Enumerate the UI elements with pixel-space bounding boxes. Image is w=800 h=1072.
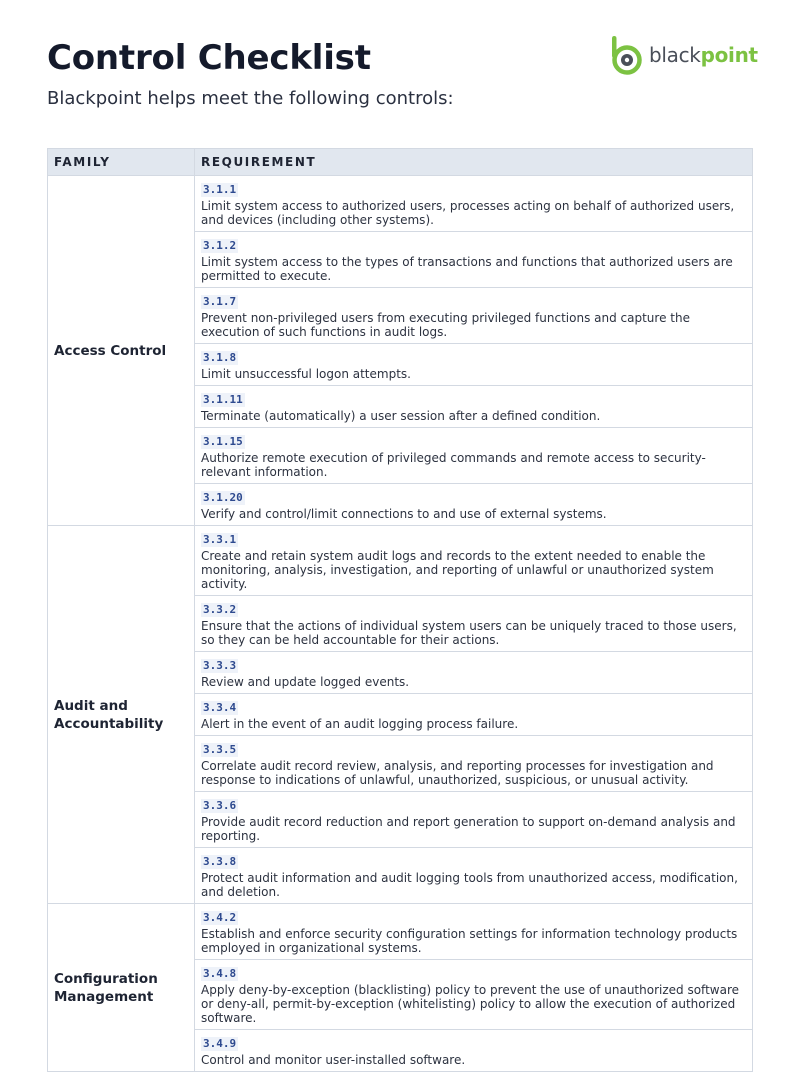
requirement-code: 3.1.8: [203, 351, 237, 364]
requirement-cell: [195, 792, 753, 848]
requirement-cell: [195, 232, 753, 288]
requirement-text: Apply deny-by-exception (blacklisting) policy to prevent the use of unauthorized software or deny-all, permit-by-exception (whitelisting) policy to allow the execution of authorized software.: [201, 983, 739, 1025]
table-body: [48, 176, 753, 1072]
requirement-cell: [195, 694, 753, 736]
requirement-text: Limit system access to the types of transactions and functions that authorized users are permitted to execute.: [201, 255, 733, 283]
requirement-code: 3.1.2: [203, 239, 237, 252]
requirement-text: Limit system access to authorized users, processes acting on behalf of authorized users, and devices (including other systems).: [201, 199, 735, 227]
requirement-cell: [195, 736, 753, 792]
requirement-cell: [195, 526, 753, 596]
requirement-text: Ensure that the actions of individual system users can be uniquely traced to those users, so they can be held accountable for their actions.: [201, 619, 737, 647]
requirement-cell: [195, 176, 753, 232]
table-row: [48, 526, 753, 596]
requirement-code: 3.3.1: [203, 533, 237, 546]
blackpoint-logo-text: [649, 43, 758, 67]
page-subtitle: Blackpoint helps meet the following controls:: [47, 88, 454, 109]
requirement-text: Review and update logged events.: [201, 675, 410, 689]
requirement-code: 3.1.20: [203, 491, 243, 504]
requirement-text: Limit unsuccessful logon attempts.: [201, 367, 411, 381]
requirement-text: Provide audit record reduction and report generation to support on-demand analysis and reporting.: [201, 815, 736, 843]
requirement-code: 3.3.8: [203, 855, 237, 868]
requirement-code: 3.3.6: [203, 799, 237, 812]
table-row: [48, 176, 753, 232]
logo-text-point: point: [700, 43, 758, 67]
requirement-code: 3.4.9: [203, 1037, 237, 1050]
requirement-code: 3.3.5: [203, 743, 237, 756]
requirement-text: Establish and enforce security configuration settings for information technology products employed in organizational systems.: [201, 927, 738, 955]
requirement-cell: [195, 288, 753, 344]
requirement-text: Authorize remote execution of privileged commands and remote access to security-relevant information.: [201, 451, 706, 479]
column-header-family: FAMILY: [48, 149, 195, 176]
requirement-text: Prevent non-privileged users from executing privileged functions and capture the execution of such functions in audit logs.: [201, 311, 690, 339]
family-name: Configuration Management: [48, 904, 195, 1072]
requirement-text: Alert in the event of an audit logging process failure.: [201, 717, 519, 731]
family-name: Audit and Accountability: [48, 526, 195, 904]
requirement-text: Create and retain system audit logs and records to the extent needed to enable the monitoring, analysis, investigation, and reporting of unlawful or unauthorized system activity.: [201, 549, 714, 591]
requirement-code: 3.3.3: [203, 659, 237, 672]
table-header-row: [48, 149, 753, 176]
column-header-requirement: REQUIREMENT: [195, 149, 753, 176]
requirement-cell: [195, 386, 753, 428]
requirement-code: 3.1.11: [203, 393, 243, 406]
requirement-code: 3.3.2: [203, 603, 237, 616]
requirement-text: Protect audit information and audit logging tools from unauthorized access, modification, and deletion.: [201, 871, 738, 899]
requirement-cell: [195, 904, 753, 960]
blackpoint-logo-icon: [609, 34, 645, 76]
requirement-code: 3.4.2: [203, 911, 237, 924]
requirement-cell: [195, 848, 753, 904]
requirement-text: Verify and control/limit connections to and use of external systems.: [201, 507, 607, 521]
requirement-cell: [195, 428, 753, 484]
controls-table: [47, 148, 753, 1072]
table-row: [48, 904, 753, 960]
requirement-code: 3.1.1: [203, 183, 237, 196]
family-name: Access Control: [48, 176, 195, 526]
requirement-code: 3.3.4: [203, 701, 237, 714]
requirement-code: 3.1.7: [203, 295, 237, 308]
logo-text-black: black: [649, 43, 701, 67]
requirement-text: Correlate audit record review, analysis, and reporting processes for investigation and response to indications of unlawful, unauthorized, suspicious, or unusual activity.: [201, 759, 714, 787]
requirement-cell: [195, 652, 753, 694]
requirement-cell: [195, 484, 753, 526]
requirement-code: 3.1.15: [203, 435, 243, 448]
requirement-text: Terminate (automatically) a user session after a defined condition.: [201, 409, 601, 423]
requirement-cell: [195, 596, 753, 652]
requirement-cell: [195, 344, 753, 386]
requirement-cell: [195, 1030, 753, 1072]
page-title: Control Checklist: [47, 38, 371, 78]
requirement-code: 3.4.8: [203, 967, 237, 980]
requirement-cell: [195, 960, 753, 1030]
blackpoint-logo: [609, 32, 759, 78]
requirement-text: Control and monitor user-installed software.: [201, 1053, 466, 1067]
